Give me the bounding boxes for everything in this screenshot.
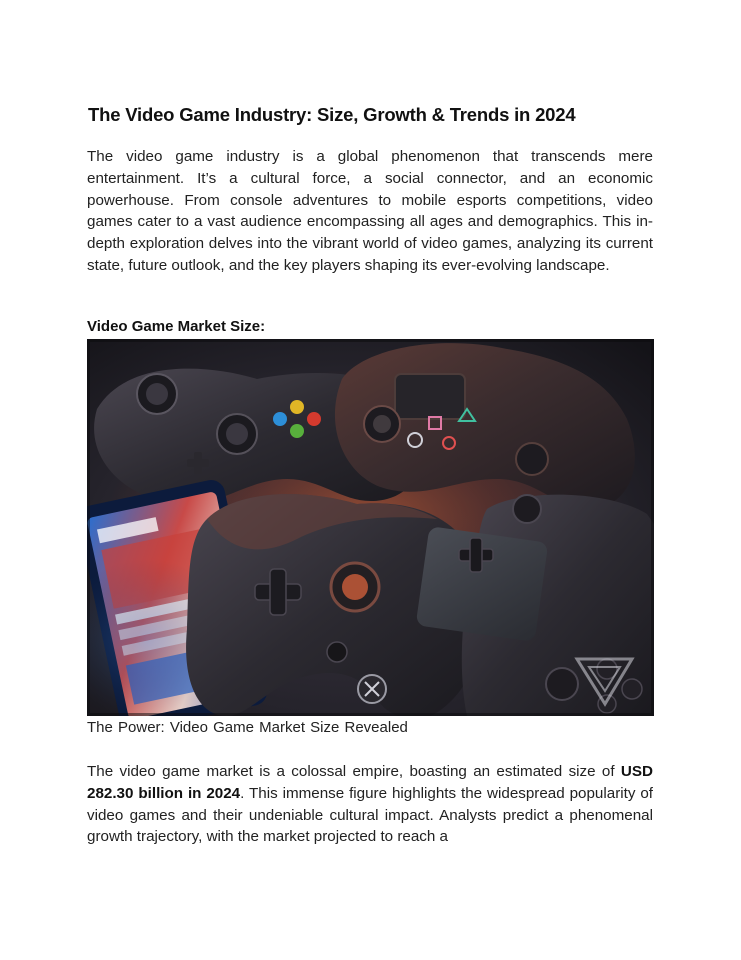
market-text-end: . This immense figure highlights the widespread popularity of video games and their undeniable cultural impact. Analysts predict a phenomenal growth trajectory, with the market projected to reach a [87, 784, 654, 846]
intro-paragraph: The video game industry is a global phenomenon that transcends mere entertainment. It’s a cultural force, a social connector, and an economic powerhouse. From console adventures to mobile esports competitions, video games cater to a vast audience encompassing all ages and demographics. This in-depth exploration delves into the vibrant world of video games, analyzing its current state, future outlook, and the key players shaping its ever-evolving landscape. [87, 148, 653, 274]
market-size-value: USD 282.30 billion in 2024 [87, 763, 653, 802]
page-title: The Video Game Industry: Size, Growth & Trends in 2024 [88, 104, 576, 125]
market-size-paragraph [87, 761, 653, 848]
image-caption: The Power: Video Game Market Size Revealed [87, 719, 408, 736]
game-controllers-photo [87, 339, 654, 716]
market-text-start: The video game market is a colossal empire, boasting an estimated size of [87, 763, 621, 780]
controllers-illustration [87, 339, 654, 716]
section-heading: Video Game Market Size: [87, 318, 266, 335]
